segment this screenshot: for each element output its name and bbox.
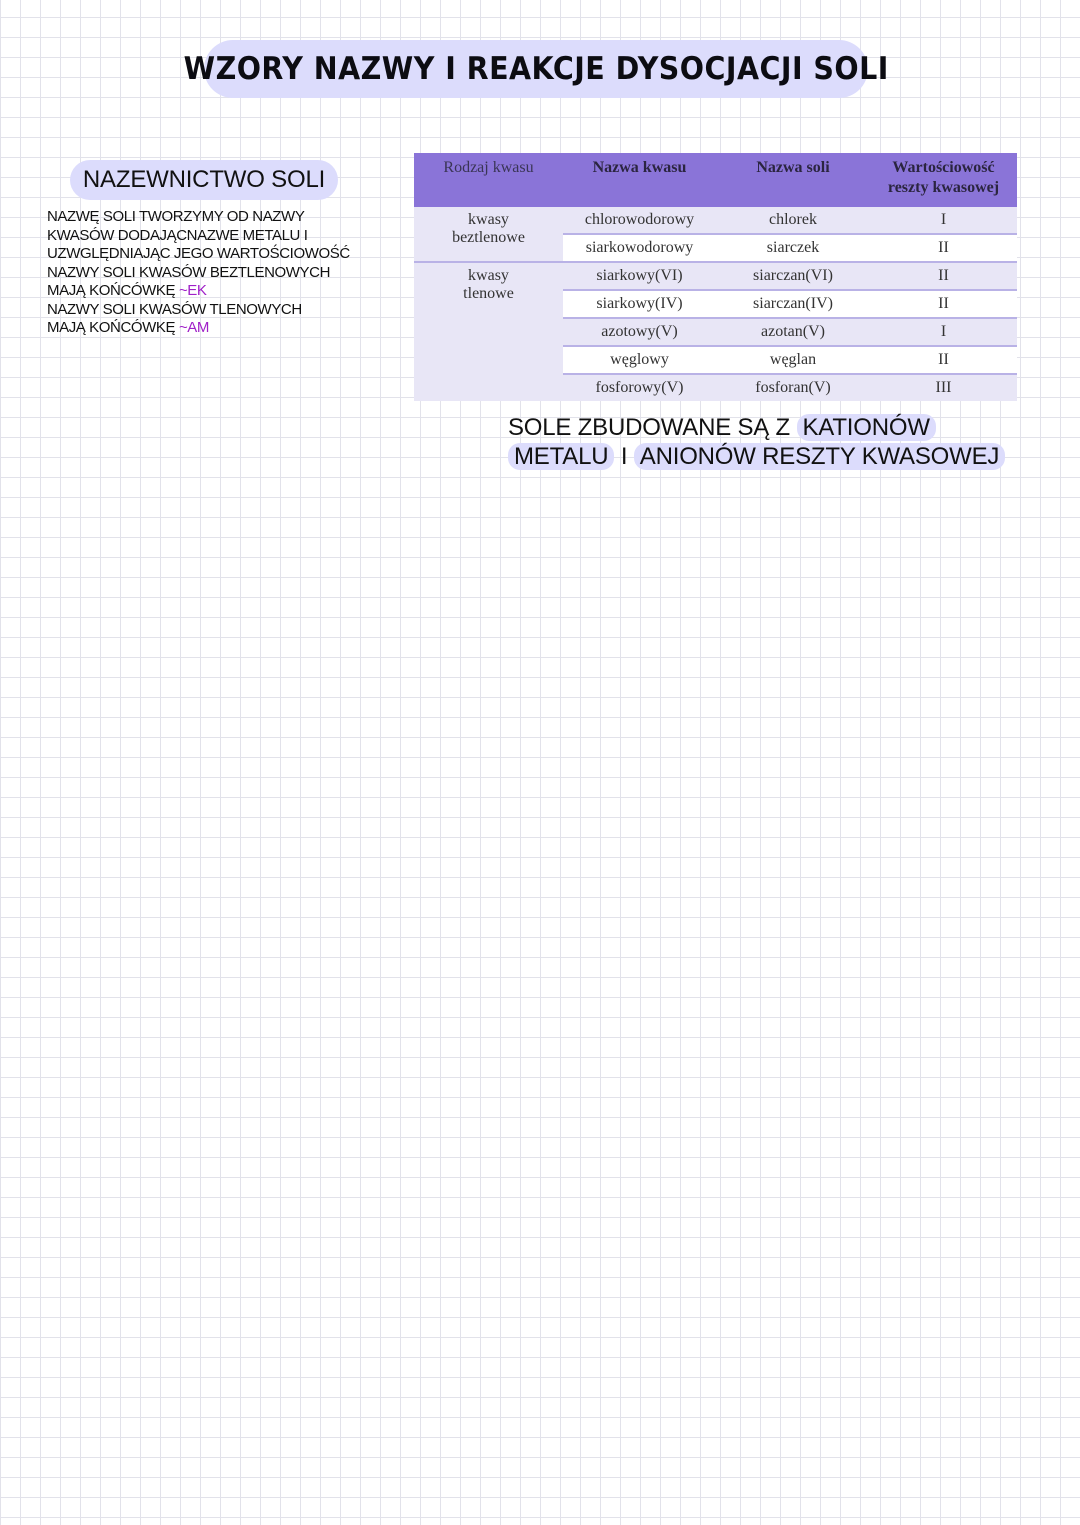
valence-cell: I xyxy=(870,318,1017,346)
highlight-anionow: ANIONÓW RESZTY KWASOWEJ xyxy=(634,443,1005,470)
acid-type-cell xyxy=(414,207,563,262)
acid-name-cell: chlorowodorowy xyxy=(563,207,716,234)
acid-type-line: beztlenowe xyxy=(452,229,525,246)
table-row xyxy=(414,262,1017,290)
valence-cell: II xyxy=(870,290,1017,318)
valence-cell: II xyxy=(870,262,1017,290)
suffix-ek: ~EK xyxy=(178,282,207,299)
valence-cell: II xyxy=(870,234,1017,262)
salt-name-cell: siarczan(VI) xyxy=(716,262,870,290)
summary-line-2 xyxy=(508,442,1005,471)
rule-prefix: MAJĄ KOŃCÓWKĘ xyxy=(47,282,176,299)
salt-name-cell: siarczek xyxy=(716,234,870,262)
summary-text: SOLE ZBUDOWANE SĄ Z xyxy=(508,414,791,441)
header-valence: Wartościowość reszty kwasowej xyxy=(870,153,1017,207)
acid-name-cell: siarkowy(IV) xyxy=(563,290,716,318)
acid-name-cell: siarkowy(VI) xyxy=(563,262,716,290)
salt-name-cell: fosforan(V) xyxy=(716,374,870,401)
note-line xyxy=(47,282,397,301)
acid-type-line: tlenowe xyxy=(463,285,514,302)
acid-type-line: kwasy xyxy=(468,267,509,284)
note-line: KWASÓW DODAJĄCNAZWE METALU I xyxy=(47,226,308,244)
valence-cell: III xyxy=(870,374,1017,401)
acid-type-cell xyxy=(414,262,563,401)
note-line: NAZWĘ SOLI TWORZYMY OD NAZWY xyxy=(47,208,305,225)
header-salt-name: Nazwa soli xyxy=(716,153,870,207)
valence-cell: II xyxy=(870,346,1017,374)
section-heading: NAZEWNICTWO SOLI xyxy=(82,166,326,193)
salt-name-cell: węglan xyxy=(716,346,870,374)
summary-line-1 xyxy=(508,413,1005,442)
summary-note xyxy=(508,413,1005,471)
note-line: UZWGLĘDNIAJĄC JEGO WARTOŚCIOWOŚĆ xyxy=(47,245,350,262)
acid-name-cell: azotowy(V) xyxy=(563,318,716,346)
table-row xyxy=(414,207,1017,234)
valence-cell: I xyxy=(870,207,1017,234)
highlight-metalu: METALU xyxy=(508,443,614,470)
highlight-kationow: KATIONÓW xyxy=(797,414,936,441)
acid-salt-table xyxy=(414,153,1017,401)
summary-text: I xyxy=(620,443,628,470)
acid-name-cell: fosforowy(V) xyxy=(563,374,716,401)
page-title: WZORY NAZWY I REAKCJE DYSOCJACJI SOLI xyxy=(183,51,889,87)
header-acid-name: Nazwa kwasu xyxy=(563,153,716,207)
rule-prefix: MAJĄ KOŃCÓWKĘ xyxy=(47,319,176,336)
note-line: NAZWY SOLI KWASÓW TLENOWYCH xyxy=(47,300,302,318)
salt-name-cell: chlorek xyxy=(716,207,870,234)
note-line: NAZWY SOLI KWASÓW BEZTLENOWYCH xyxy=(47,263,331,281)
acid-type-line: kwasy xyxy=(468,211,509,228)
title-banner xyxy=(183,40,889,98)
salt-name-cell: siarczan(IV) xyxy=(716,290,870,318)
note-line xyxy=(47,319,397,338)
suffix-am: ~AM xyxy=(178,319,209,336)
acid-name-cell: węglowy xyxy=(563,346,716,374)
acid-name-cell: siarkowodorowy xyxy=(563,234,716,262)
naming-notes xyxy=(47,208,397,338)
salt-name-cell: azotan(V) xyxy=(716,318,870,346)
table-header-row xyxy=(414,153,1017,207)
section-heading-pill xyxy=(70,160,338,200)
header-acid-type: Rodzaj kwasu xyxy=(414,153,563,207)
